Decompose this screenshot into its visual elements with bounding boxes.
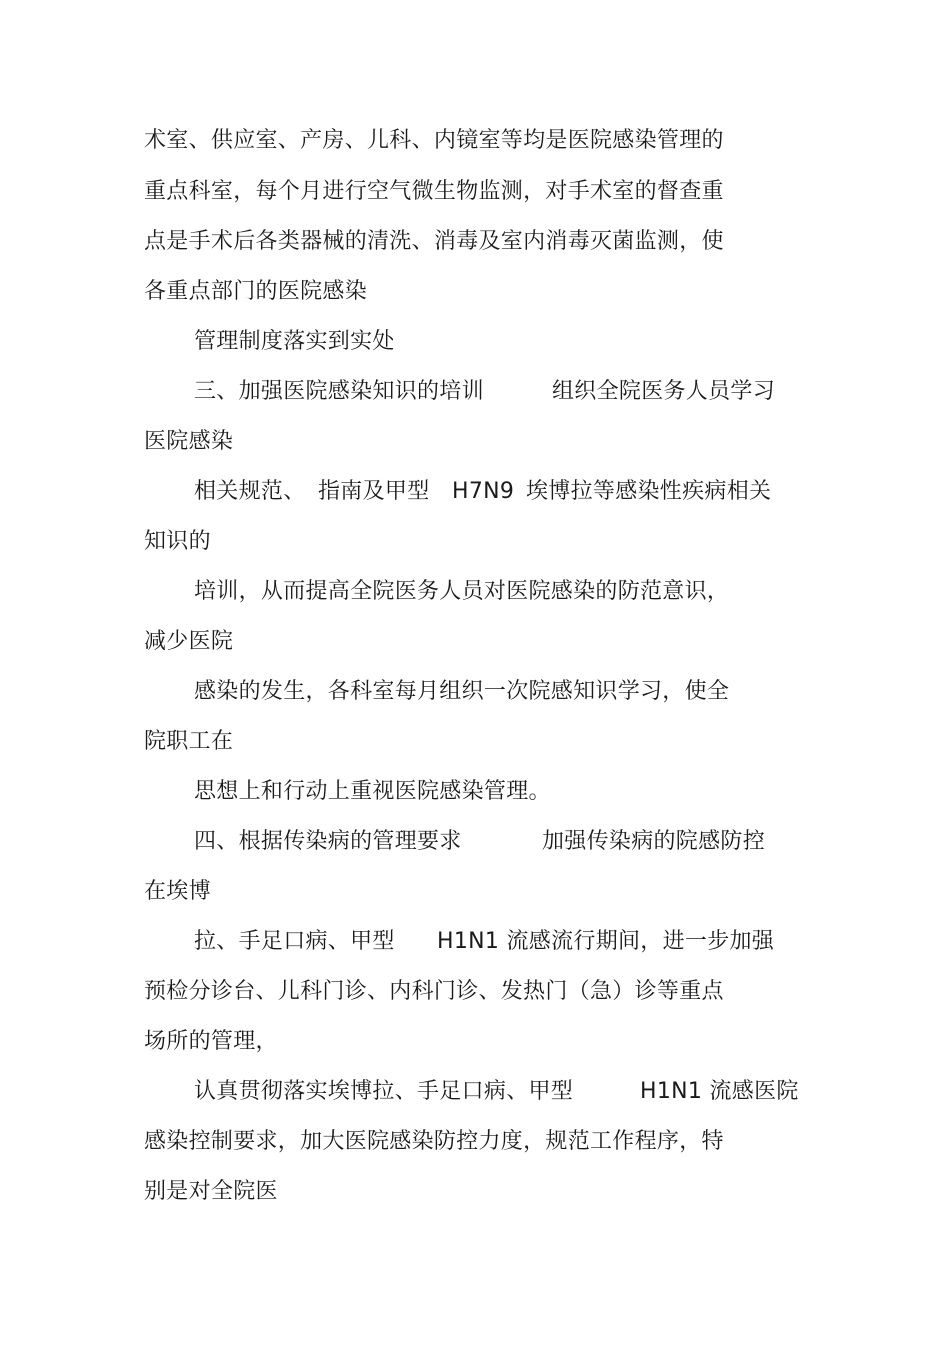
text-line: H1N1 流感医院	[640, 1079, 799, 1104]
text-line: 医院感染	[144, 429, 234, 454]
text-line: 相关规范、	[194, 479, 306, 504]
text-line: H1N1 流感流行期间，进一步加强	[437, 929, 775, 954]
text-line: 点是手术后各类器械的清洗、消毒及室内消毒灭菌监测，使	[144, 229, 724, 254]
text-line: 预检分诊台、儿科门诊、内科门诊、发热门（急）诊等重点	[144, 979, 724, 1004]
text-line: 减少医院	[144, 629, 234, 654]
text-line: 重点科室，每个月进行空气微生物监测，对手术室的督查重	[144, 179, 724, 204]
text-line: 在埃博	[144, 879, 211, 904]
text-line: 感染控制要求，加大医院感染防控力度，规范工作程序，特	[144, 1129, 724, 1154]
text-line: 思想上和行动上重视医院感染管理。	[194, 779, 551, 804]
text-line: 场所的管理，	[144, 1029, 278, 1054]
text-line: 三、加强医院感染知识的培训	[194, 379, 484, 404]
text-line: 培训，从而提高全院医务人员对医院感染的防范意识，	[194, 579, 730, 604]
text-line: 组织全院医务人员学习	[552, 379, 776, 404]
text-line: 认真贯彻落实埃博拉、手足口病、甲型	[194, 1079, 574, 1104]
text-line: 拉、手足口病、甲型	[194, 929, 395, 954]
text-line: 院职工在	[144, 729, 234, 754]
text-line: 各重点部门的医院感染	[144, 279, 368, 304]
text-line: 埃博拉等感染性疾病相关	[526, 479, 772, 504]
text-line: 加强传染病的院感防控	[542, 829, 766, 854]
text-line: 管理制度落实到实处	[194, 329, 395, 354]
text-line: 指南及甲型	[318, 479, 430, 504]
text-line: 知识的	[144, 529, 211, 554]
text-line: 别是对全院医	[144, 1179, 278, 1204]
text-line: 感染的发生，各科室每月组织一次院感知识学习，使全	[194, 679, 730, 704]
text-line: H7N9	[452, 479, 515, 504]
text-line: 术室、供应室、产房、儿科、内镜室等均是医院感染管理的	[144, 128, 724, 153]
text-line: 四、根据传染病的管理要求	[194, 829, 462, 854]
